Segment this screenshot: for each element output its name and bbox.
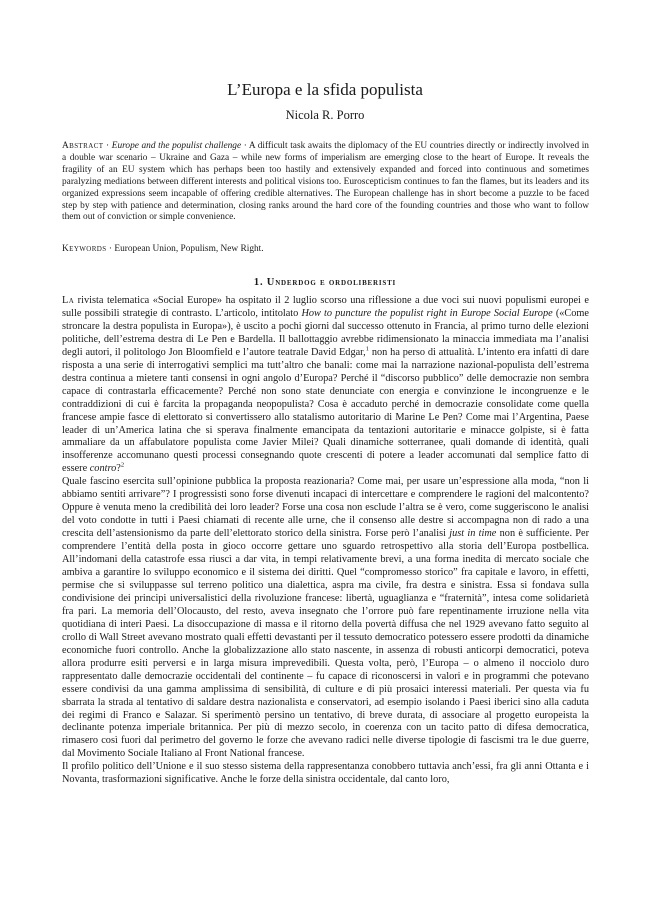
emphasis: just in time bbox=[449, 528, 497, 540]
abstract bbox=[62, 141, 589, 224]
paragraph bbox=[62, 761, 589, 787]
section-heading: 1. Underdog e ordoliberisti bbox=[253, 277, 397, 288]
article-author: Nicola R. Porro bbox=[285, 108, 365, 122]
paragraph bbox=[62, 295, 589, 476]
keywords-label: Keywords bbox=[62, 244, 107, 254]
emphasis: contro bbox=[89, 463, 117, 475]
article-title: L’Europa e la sfida populista bbox=[227, 80, 423, 99]
section-body bbox=[62, 295, 589, 787]
paragraph-text: («Come stroncare la destra populista in Europa»), è uscito a pochi giorni dal successo ottenuto in Francia, al primo turno delle elezioni politiche, dell’estrema destra di Le Pen e Bardella. Il ballottaggio avrebbe ridimensionato la minaccia immediata ma l’analisi degli autori, il politologo Jon Bloomfield e l’autore teatrale David Edgar, bbox=[62, 307, 589, 358]
abstract-english-title: Europe and the populist challenge bbox=[111, 141, 242, 151]
paragraph-text: non ha perso di attualità. L’intento era infatti di dare risposta a una serie di interrogativi semplici ma tutt’altro che banali: come mai la narrazione nazional-populista dell’estrema destra continua a mietere tanti consensi in ogni angolo d’Europa? Perché il “discorso pubblico” delle democrazie non sembra capace di contrastarla efficacemente? Perché non sono state denunciate con energia e convinzione le incongruenze e le contraddizioni di cui è farcita la propaganda neopopulista? Cosa è accaduto perché in democrazie consolidate come quella francese ampie fasce di elettorato si convertissero allo statalismo autoritario di Marine Le Pen? Come mai l’Argentina, Paese leader di un’America latina che si sperava finalmente emancipata da tentazioni autoritarie e minacce golpiste, si è fatta ammaliare da un affabulatore populista come Javier Milei? Quali dinamiche sotterranee, quali domande di identità, quali insofferenze accomunano questi processi consegnando quote crescenti di potere a leader accomunati dal semplice fatto di essere bbox=[62, 346, 590, 475]
abstract-separator: · bbox=[103, 141, 112, 151]
paragraph-lead: La bbox=[62, 295, 75, 306]
abstract-label: Abstract bbox=[62, 141, 104, 151]
abstract-separator-2: · bbox=[241, 141, 249, 151]
paragraph-text: Il profilo politico dell’Unione e il suo stesso sistema della rappresentanza conobbero tuttavia anch’essi, fra gli anni Ottanta e i Novanta, trasformazioni significative. Anche le forze della sinistra occidentale, dal canto loro, bbox=[62, 761, 589, 786]
paragraph bbox=[62, 476, 589, 761]
paragraph-text: rivista telematica «Social Europe» ha ospitato il 2 luglio scorso una riflessione a due voci sui nuovi populismi europei e sulle possibili strategie di contrasto. L’articolo, intitolato bbox=[62, 295, 589, 319]
paragraph-text: non è sufficiente. Per comprendere l’entità della posta in gioco occorre gettare uno sguardo retrospettivo alla storia dell’Europa postbellica. All’indomani della catastrofe essa riuscì a dar vita, in tempi relativamente brevi, a una forma inedita di mercato sociale che ambiva a garantire lo sviluppo economico e il sistema dei diritti. Quel “compromesso storico” fra capitale e lavoro, in effetti, permise che si sviluppasse sul terreno politico una dialettica, aspra ma civile, fra destra e sinistra. Essa si fondava sulla condivisione dei principi universalistici della rivoluzione francese: libertà, uguaglianza e “fraternità”, intesa come solidarietà fra pari. La memoria dell’Olocausto, del resto, aveva insegnato che l’orrore può fare repentinamente irruzione nella vita quotidiana di interi Paesi. La disoccupazione di massa e il ritorno della povertà diffusa che nel 1929 avevano fatto seguito al crollo di Wall Street avevano mostrato quali effetti devastanti per il tessuto democratico potessero essere prodotti da dinamiche economiche fuori controllo. Anche la globalizzazione allo stato nascente, in assenza di robusti anticorpi democratici, poteva allora produrre esiti perversi e in larga misura imprevedibili. Questa volta, però, l’Europa – o almeno il nocciolo duro rappresentato dalle democrazie occidentali del continente – fu capace di riconoscersi in valori e in programmi che potevano essere condivisi da una gamma amplissima di sensibilità, di culture e di più prosaici interessi materiali. Per questa via fu sbarrata la strada al tentativo di saldare destra nazionalista e conservatori, ad esempio isolando i Paesi iberici sino alla caduta dei regimi di Franco e Salazar. Si sperimentò persino un tentativo, di breve durata, di associare al progetto europeista la declinante potenza imperiale britannica. Per più di mezzo secolo, in coerenza con un tacito patto di difesa democratica, rimasero così fuori dal perimetro del governo le forze che avevano radici nelle diverse tipologie di fascismi tra le due guerre, dal Movimento Sociale Italiano al Front National francese. bbox=[62, 528, 590, 760]
keywords-separator: · bbox=[106, 244, 115, 254]
keywords bbox=[62, 244, 589, 256]
footnote-marker[interactable]: 1 bbox=[365, 345, 370, 353]
paragraph-text: ? bbox=[116, 463, 121, 475]
article-citation-title: How to puncture the populist right in Europe Social Europe bbox=[301, 307, 553, 319]
paragraph-text: Quale fascino esercita sull’opinione pubblica la proposta reazionaria? Come mai, per usare un’espressione alla moda, “non li abbiamo sentiti arrivare”? I progressisti sono forse divenuti incapaci di intercettare e comprendere le ragioni del malcontento? Oppure è venuta meno la credibilità dei loro leader? Forse una cosa non esclude l’altra se è vero, come suggeriscono le analisi del voto condotte in tutti i Paesi chiamati di recente alle urne, che il consenso alle destre si accompagna non di rado a una crescita dell’astensionismo da parte dell’elettorato storico della sinistra. Forse però l’analisi bbox=[62, 476, 589, 540]
footnote-marker[interactable]: 2 bbox=[120, 461, 125, 469]
keywords-text: European Union, Populism, New Right. bbox=[114, 244, 264, 254]
abstract-text: A difficult task awaits the diplomacy of the EU countries directly or indirectly involved in a double war scenario – Ukraine and Gaza – while new forms of imperialism are emerging close to the heart of Europe. It reveals the fragility of an EU system which has perhaps been too hastily and extensively expanded and forced into continuous and sometimes paralyzing mediations between different interests and political visions too. Euroscepticism continues to fan the flames, but its leaders and its organized expressions seem incapable of offering credible alternatives. The European challenge has in short become a puzzle to be faced step by step with patience and determination, closing ranks around the hard core of the founding countries and those who want to follow them out of conviction or simple convenience. bbox=[62, 141, 589, 223]
